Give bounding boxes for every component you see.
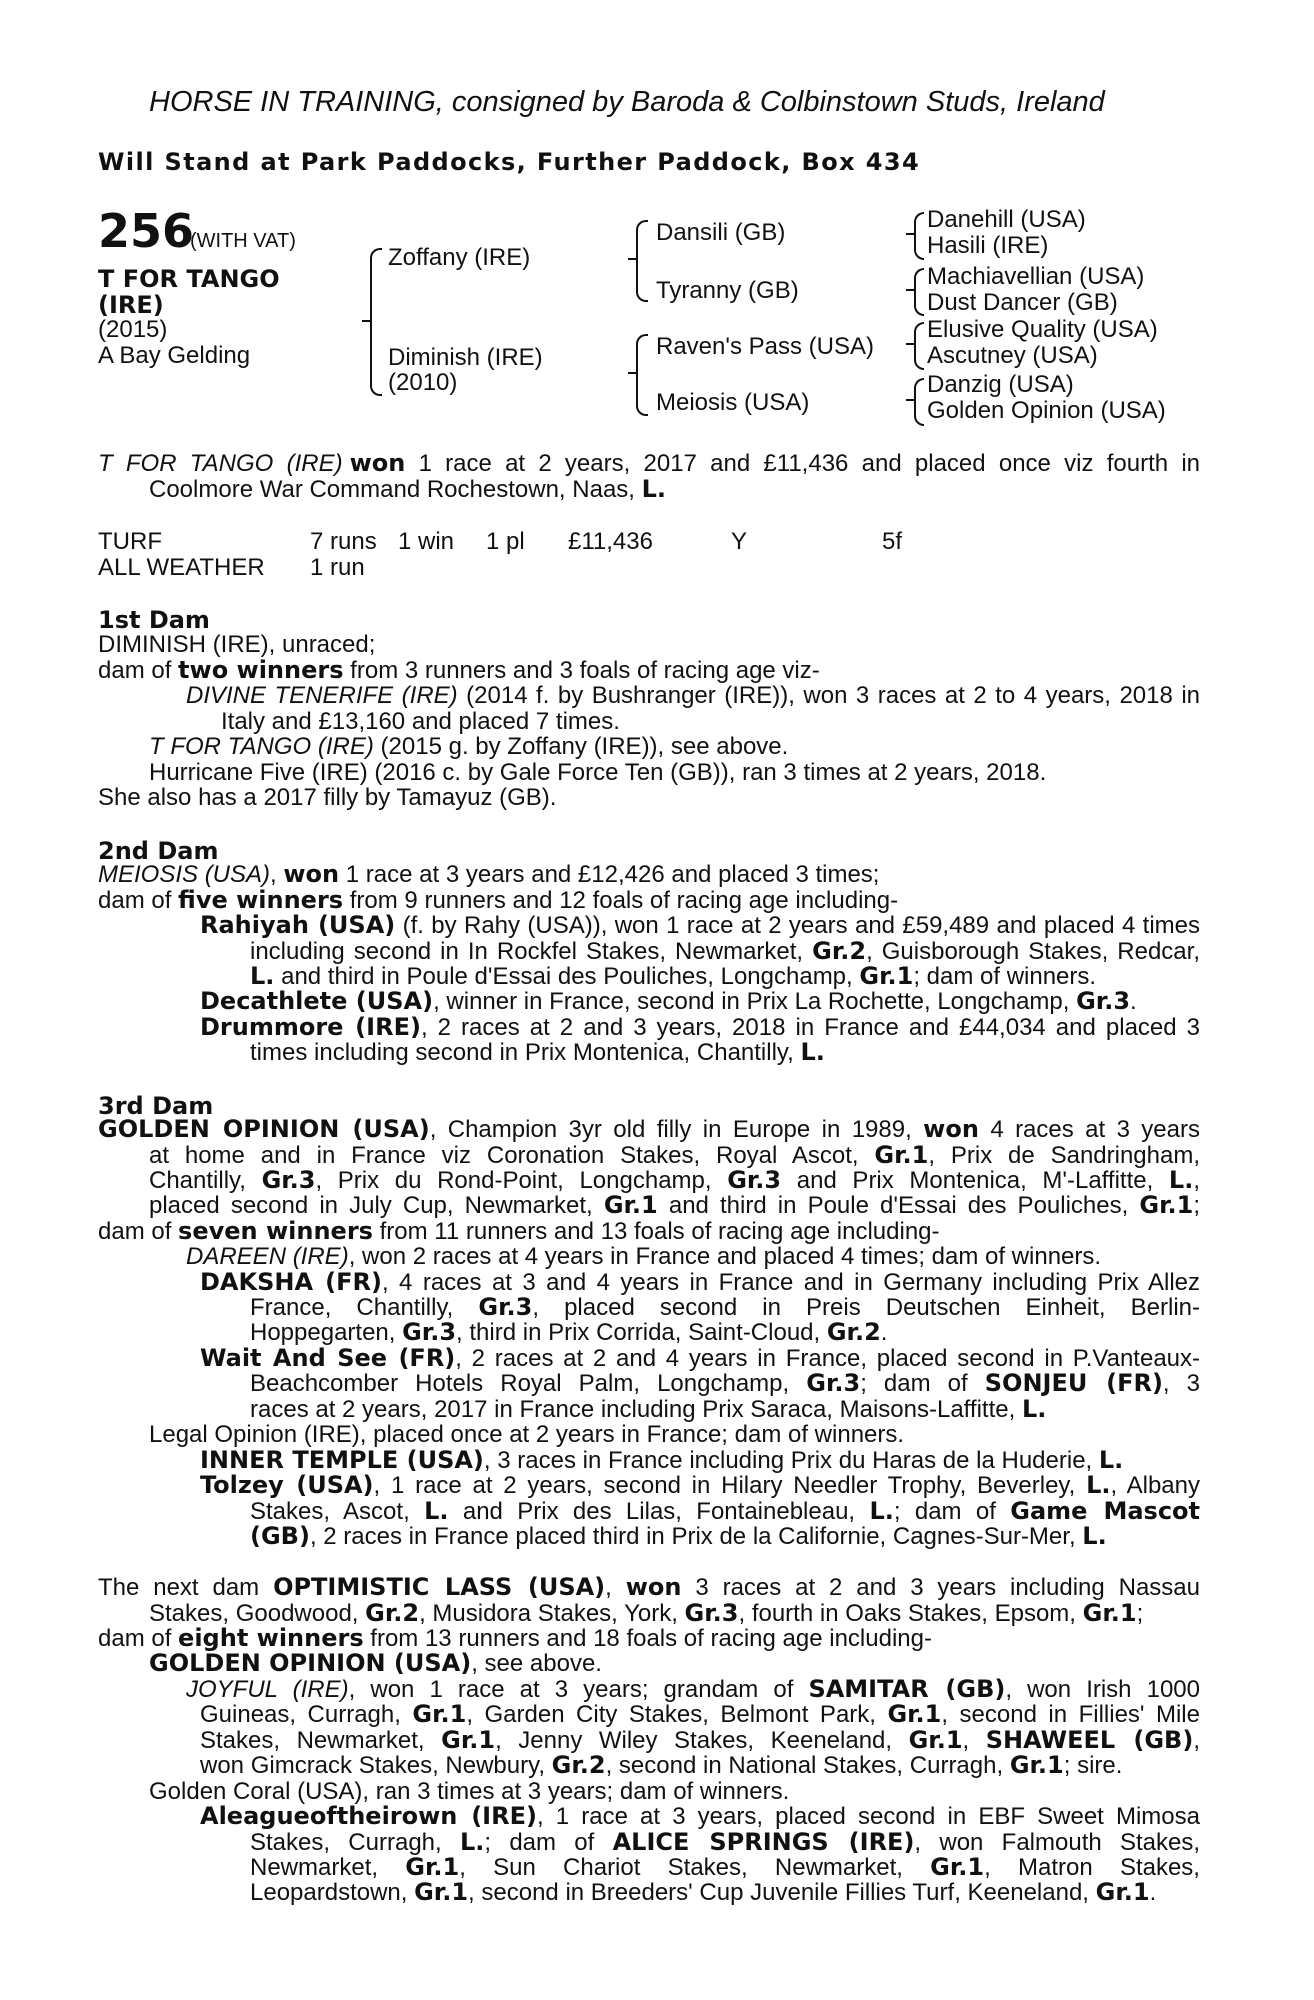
- text: , won 2 races at 4 years in France and placed 4 times; dam of winners.: [348, 1243, 1102, 1270]
- produce-name: Wait And See (FR): [200, 1344, 456, 1372]
- grade-label: Gr.2: [365, 1599, 420, 1627]
- pedigree-brace-tip: [628, 372, 636, 374]
- pedigree-sire-dam: Tyranny (GB): [656, 277, 799, 304]
- pedigree-brace: [636, 334, 648, 416]
- listed-label: L.: [424, 1497, 449, 1525]
- next-dam-record: [149, 1601, 1143, 1627]
- grade-label: Gr.1: [1095, 1878, 1150, 1906]
- produce-golden-coral: Golden Coral (USA), ran 3 times at 3 years; dam of winners.: [149, 1778, 790, 1805]
- produce-name: SHAWEEL (GB): [985, 1726, 1194, 1754]
- produce-tolzey-cont: [250, 1524, 1107, 1550]
- text: Stakes, Goodwood,: [149, 1600, 366, 1627]
- text: at home and in France viz Coronation Stakes, Royal Ascot,: [149, 1142, 875, 1169]
- grade-label: Gr.1: [412, 1700, 467, 1728]
- lot-number: 256: [98, 204, 195, 258]
- race-summary-line-2: [149, 477, 666, 503]
- grade-label: Gr.1: [908, 1726, 963, 1754]
- produce-daksha-cont: [250, 1295, 1200, 1321]
- grade-label: Gr.3: [727, 1166, 782, 1194]
- produce-tolzey-cont: [250, 1499, 1200, 1525]
- second-dam-heading: 2nd Dam: [98, 837, 219, 865]
- text: ; sire.: [1063, 1752, 1123, 1779]
- grade-label: Gr.3: [684, 1599, 739, 1627]
- form-runs: 7 runs: [310, 528, 377, 555]
- text: dam of: [98, 887, 179, 914]
- grade-label: Gr.1: [874, 1141, 929, 1169]
- grade-label: Gr.1: [1009, 1751, 1064, 1779]
- won-label: won: [923, 1115, 979, 1143]
- won-label: won: [349, 449, 406, 477]
- produce-inner-temple: [200, 1448, 1123, 1474]
- second-dam-record: [98, 888, 898, 914]
- produce-legal-opinion: Legal Opinion (IRE), placed once at 2 years in France; dam of winners.: [149, 1421, 905, 1448]
- grade-label: Gr.3: [478, 1293, 533, 1321]
- summary-text: 1 race at 2 years, 2017 and £11,436 and placed once viz fourth in: [405, 450, 1200, 477]
- winners-count: seven winners: [178, 1217, 373, 1245]
- pedigree-g4: Dust Dancer (GB): [927, 289, 1118, 316]
- produce-name: T FOR TANGO (IRE): [149, 733, 374, 760]
- text: won Gimcrack Stakes, Newbury,: [200, 1752, 552, 1779]
- text: ,: [605, 1574, 626, 1601]
- grade-label: Gr.2: [551, 1751, 606, 1779]
- text: ; dam of: [484, 1829, 613, 1856]
- horse-foaled: (2015): [98, 316, 168, 343]
- pedigree-brace: [914, 322, 924, 370]
- text: , 2 races at 2 and 3 years, 2018 in France and £44,034 and placed 3: [420, 1014, 1200, 1041]
- produce-wait-and-see-cont: [250, 1371, 1200, 1397]
- produce-daksha: [200, 1270, 1200, 1296]
- text: Hoppegarten,: [250, 1319, 403, 1346]
- text: , Prix de Sandringham,: [928, 1142, 1201, 1169]
- pedigree-brace: [914, 378, 924, 426]
- dam-name: OPTIMISTIC LASS (USA): [273, 1573, 606, 1601]
- pedigree-g1: Danehill (USA): [927, 206, 1086, 233]
- text: , Jenny Wiley Stakes, Keeneland,: [495, 1727, 909, 1754]
- stand-location: Will Stand at Park Paddocks, Further Paddock, Box 434: [98, 148, 921, 176]
- pedigree-g2: Hasili (IRE): [927, 232, 1049, 259]
- race-summary-line-1: [98, 451, 1200, 477]
- text: Stakes, Newmarket,: [200, 1727, 442, 1754]
- winners-count: two winners: [178, 656, 344, 684]
- listed-label: L.: [800, 1038, 825, 1066]
- pedigree-brace-tip: [628, 258, 636, 260]
- won-label: won: [283, 860, 340, 888]
- form-surface-turf: TURF: [98, 528, 162, 555]
- produce-aleagueoftheirown: [200, 1804, 1200, 1830]
- produce-tolzey: [200, 1473, 1200, 1499]
- text: , Albany: [1110, 1472, 1200, 1499]
- produce-dareen: [186, 1244, 1101, 1270]
- produce-aleagueoftheirown-cont: [250, 1880, 1156, 1906]
- won-label: won: [625, 1573, 682, 1601]
- form-surface-aw: ALL WEATHER: [98, 554, 265, 581]
- text: , Musidora Stakes, York,: [419, 1600, 685, 1627]
- text: times including second in Prix Montenica, Chantilly,: [250, 1039, 801, 1066]
- pedigree-brace: [636, 220, 648, 302]
- listed-label: L.: [459, 1828, 485, 1856]
- second-dam-name: MEIOSIS (USA), won 1 race at 3 years and £12,426 and placed 3 times;: [98, 860, 880, 888]
- text: 4 races at 3 years: [978, 1116, 1200, 1143]
- text: , won 1 race at 3 years; grandam of: [348, 1676, 809, 1703]
- text: , Champion 3yr old filly in Europe in 1989,: [429, 1116, 924, 1143]
- horse-description: A Bay Gelding: [98, 342, 251, 369]
- grade-label: Gr.1: [1082, 1599, 1137, 1627]
- pedigree-dam: Diminish (IRE): [388, 344, 543, 371]
- text: , Garden City Stakes, Belmont Park,: [466, 1701, 888, 1728]
- produce-aleagueoftheirown-cont: [250, 1830, 1200, 1856]
- produce-joyful-cont: [200, 1753, 1122, 1779]
- produce-daksha-cont: [250, 1320, 887, 1346]
- pedigree-brace-tip: [906, 289, 914, 291]
- produce-decathlete: [200, 989, 1137, 1015]
- pedigree-sire-sire: Dansili (GB): [656, 219, 786, 246]
- text: and Prix Montenica, M'-Laffitte,: [781, 1167, 1169, 1194]
- text: , placed second in Preis Deutschen Einheit, Berlin-: [532, 1294, 1200, 1321]
- produce-name: ALICE SPRINGS (IRE): [612, 1828, 915, 1856]
- grade-label: Gr.1: [1139, 1191, 1194, 1219]
- produce-drummore: [200, 1015, 1200, 1041]
- grade-label: Gr.1: [405, 1853, 460, 1881]
- consignment-heading: HORSE IN TRAINING, consigned by Baroda & Colbinstown Studs, Ireland: [149, 86, 1105, 118]
- grade-label: Gr.1: [441, 1726, 496, 1754]
- next-dam-name: [98, 1575, 1200, 1601]
- listed-label: L.: [1098, 1446, 1124, 1474]
- produce-name: Drummore (IRE): [200, 1013, 421, 1041]
- text: , 4 races at 3 and 4 years in France and in Germany including Prix Allez: [381, 1269, 1200, 1296]
- summary-text: Coolmore War Command Rochestown, Naas,: [149, 476, 642, 503]
- text: , second in Fillies' Mile: [941, 1701, 1200, 1728]
- pedigree-g6: Ascutney (USA): [927, 342, 1098, 369]
- text: , 1 race at 3 years, placed second in EBF Sweet Mimosa: [536, 1803, 1200, 1830]
- first-dam-heading: 1st Dam: [98, 606, 210, 634]
- text: from 9 runners and 12 foals of racing age including-: [343, 887, 899, 914]
- pedigree-brace-tip: [906, 343, 914, 345]
- text: , 2 races in France placed third in Prix de la Californie, Cagnes-Sur-Mer,: [309, 1523, 1083, 1550]
- produce-name: Rahiyah (USA): [200, 911, 396, 939]
- text: , second in National Stakes, Curragh,: [605, 1752, 1010, 1779]
- produce-name: SONJEU (FR): [984, 1369, 1163, 1397]
- pedigree-dam-dam: Meiosis (USA): [656, 389, 810, 416]
- winners-count: five winners: [178, 886, 344, 914]
- produce-name: Aleagueoftheirown (IRE): [200, 1802, 537, 1830]
- text: Chantilly,: [149, 1167, 262, 1194]
- text: and third in Poule d'Essai des Pouliches, Longchamp,: [274, 963, 860, 990]
- produce-name: SAMITAR (GB): [808, 1675, 1006, 1703]
- grade-label: Gr.1: [414, 1878, 469, 1906]
- text: .: [1149, 1879, 1157, 1906]
- text: , Matron Stakes,: [984, 1854, 1200, 1881]
- produce-aleagueoftheirown-cont: [250, 1855, 1200, 1881]
- produce-rahiyah-cont: [200, 939, 1200, 965]
- third-dam-record: [149, 1193, 1200, 1219]
- produce-name: DIVINE TENERIFE (IRE): [186, 682, 458, 709]
- text: and Prix des Lilas, Fontainebleau,: [448, 1498, 870, 1525]
- text: Guineas, Curragh,: [200, 1701, 413, 1728]
- listed-label: L.: [1082, 1522, 1107, 1550]
- vat-label: (WITH VAT): [190, 230, 296, 252]
- text: 1 race at 3 years and £12,426 and placed 3 times;: [339, 861, 880, 888]
- text: dam of: [98, 1625, 179, 1652]
- text: and third in Poule d'Essai des Pouliches,: [657, 1192, 1140, 1219]
- produce-wait-and-see-cont: [250, 1397, 1046, 1423]
- grade-label: Gr.1: [887, 1700, 942, 1728]
- third-dam-produce-record: [98, 1219, 940, 1245]
- produce-name: JOYFUL (IRE): [186, 1676, 349, 1703]
- grade-label: Gr.2: [812, 937, 867, 965]
- text: 3 races at 2 and 3 years including Nassau: [681, 1574, 1200, 1601]
- pedigree-brace-tip: [362, 320, 370, 322]
- first-dam-note: She also has a 2017 filly by Tamayuz (GB).: [98, 784, 557, 811]
- first-dam-record: [98, 658, 820, 684]
- pedigree-g5: Elusive Quality (USA): [927, 316, 1158, 343]
- first-dam-produce-1: [186, 683, 1200, 709]
- text: ,: [1193, 1727, 1200, 1754]
- text: from 3 runners and 3 foals of racing age viz-: [343, 657, 820, 684]
- horse-name-ref: T FOR TANGO (IRE): [98, 450, 343, 477]
- text: ,: [962, 1727, 986, 1754]
- dam-name: MEIOSIS (USA): [98, 861, 271, 888]
- text: , won Irish 1000: [1005, 1676, 1200, 1703]
- produce-joyful-cont: [200, 1702, 1200, 1728]
- horse-origin: (IRE): [98, 291, 164, 319]
- text: Leopardstown,: [250, 1879, 415, 1906]
- produce-rahiyah-cont: [250, 964, 1096, 990]
- first-dam-produce-1-cont: Italy and £13,160 and placed 7 times.: [221, 708, 620, 735]
- produce-name: INNER TEMPLE (USA): [200, 1446, 484, 1474]
- text: ;: [1193, 1192, 1201, 1219]
- produce-joyful-cont: [200, 1728, 1200, 1754]
- form-wins: 1 win: [398, 528, 455, 555]
- text: , 1 race at 2 years, second in Hilary Needler Trophy, Beverley,: [373, 1472, 1087, 1499]
- listed-label: L.: [869, 1497, 894, 1525]
- text: , fourth in Oaks Stakes, Epsom,: [738, 1600, 1083, 1627]
- grade-label: Gr.3: [402, 1318, 457, 1346]
- text: The next dam: [98, 1574, 274, 1601]
- text: Stakes, Ascot,: [250, 1498, 425, 1525]
- pedigree-dam-sire: Raven's Pass (USA): [656, 333, 874, 360]
- first-dam-produce-3: Hurricane Five (IRE) (2016 c. by Gale Force Ten (GB)), ran 3 times at 2 years, 2018.: [149, 759, 1047, 786]
- text: , second in Breeders' Cup Juvenile Fillies Turf, Keeneland,: [468, 1879, 1096, 1906]
- text: (2015 g. by Zoffany (IRE)), see above.: [373, 733, 789, 760]
- pedigree-brace: [914, 212, 924, 260]
- listed-label: L.: [250, 962, 275, 990]
- text: ,: [1193, 1167, 1200, 1194]
- text: Newmarket,: [250, 1854, 406, 1881]
- grade-label: Gr.3: [806, 1369, 861, 1397]
- produce-name: GOLDEN OPINION (USA): [149, 1649, 472, 1677]
- grade-label: Gr.3: [1076, 987, 1131, 1015]
- pedigree-brace: [370, 248, 382, 396]
- produce-name: Game Mascot: [1010, 1497, 1201, 1525]
- produce-name: (GB): [250, 1522, 310, 1550]
- text: ; dam of: [860, 1370, 985, 1397]
- text: .: [1130, 988, 1137, 1015]
- pedigree-brace: [914, 268, 924, 316]
- horse-name: T FOR TANGO: [98, 265, 280, 293]
- text: , winner in France, second in Prix La Rochette, Longchamp,: [433, 988, 1077, 1015]
- pedigree-g8: Golden Opinion (USA): [927, 397, 1166, 424]
- text: France, Chantilly,: [250, 1294, 479, 1321]
- text: including second in In Rockfel Stakes, Newmarket,: [250, 938, 813, 965]
- form-distance: 5f: [882, 528, 903, 555]
- next-dam-produce-record: [98, 1626, 932, 1652]
- third-dam-name: [98, 1117, 1200, 1143]
- pedigree-brace-tip: [906, 233, 914, 235]
- produce-name: Tolzey (USA): [200, 1471, 374, 1499]
- text: dam of: [98, 657, 179, 684]
- dam-name: GOLDEN OPINION (USA): [98, 1115, 430, 1143]
- produce-joyful: [186, 1677, 1200, 1703]
- grade-label: Gr.3: [261, 1166, 316, 1194]
- pedigree-dam-year: (2010): [388, 369, 458, 396]
- grade-label: Gr.1: [603, 1191, 658, 1219]
- text: , won Falmouth Stakes,: [914, 1829, 1201, 1856]
- text: from 11 runners and 13 foals of racing age including-: [372, 1218, 940, 1245]
- listed-label: L.: [1021, 1395, 1047, 1423]
- produce-name: DAKSHA (FR): [200, 1268, 382, 1296]
- first-dam-produce-2: [149, 734, 788, 760]
- produce-rahiyah: [200, 913, 1200, 939]
- text: , Sun Chariot Stakes, Newmarket,: [459, 1854, 931, 1881]
- form-going: Y: [731, 528, 748, 555]
- text: races at 2 years, 2017 in France including Prix Saraca, Maisons-Laffitte,: [250, 1396, 1022, 1423]
- text: , Prix du Rond-Point, Longchamp,: [315, 1167, 728, 1194]
- text: (2014 f. by Bushranger (IRE)), won 3 races at 2 to 4 years, 2018 in: [457, 682, 1201, 709]
- grade-label: Gr.1: [859, 962, 914, 990]
- text: dam of: [98, 1218, 179, 1245]
- form-placed: 1 pl: [486, 528, 525, 555]
- form-runs-aw: 1 run: [310, 554, 365, 581]
- listed-label: L.: [1168, 1166, 1194, 1194]
- text: , see above.: [471, 1650, 602, 1677]
- first-dam-name: DIMINISH (IRE), unraced;: [98, 631, 376, 658]
- text: , 3 races in France including Prix du Haras de la Huderie,: [483, 1447, 1099, 1474]
- text: , 2 races at 2 and 4 years in France, placed second in P.Vanteaux-: [455, 1345, 1201, 1372]
- pedigree-brace-tip: [906, 399, 914, 401]
- produce-name: Decathlete (USA): [200, 987, 434, 1015]
- winners-count: eight winners: [178, 1624, 364, 1652]
- text: ;: [1136, 1600, 1144, 1627]
- pedigree-g7: Danzig (USA): [927, 371, 1074, 398]
- third-dam-record: [149, 1143, 1200, 1169]
- pedigree-g3: Machiavellian (USA): [927, 263, 1145, 290]
- text: , Guisborough Stakes, Redcar,: [866, 938, 1200, 965]
- pedigree-sire: Zoffany (IRE): [388, 244, 531, 271]
- listed-label: L.: [1086, 1471, 1111, 1499]
- text: ; dam of winners.: [913, 963, 1097, 990]
- grade-label: Gr.1: [930, 1853, 985, 1881]
- produce-name: DAREEN (IRE): [186, 1243, 349, 1270]
- grade-label: Gr.2: [826, 1318, 881, 1346]
- text: .: [880, 1319, 888, 1346]
- text: , 3: [1162, 1370, 1201, 1397]
- text: (f. by Rahy (USA)), won 1 race at 2 years and £59,489 and placed 4 times: [395, 912, 1200, 939]
- produce-drummore-cont: [250, 1040, 825, 1066]
- text: , third in Prix Corrida, Saint-Cloud,: [456, 1319, 827, 1346]
- text: Beachcomber Hotels Royal Palm, Longchamp,: [250, 1370, 807, 1397]
- third-dam-record: [149, 1168, 1200, 1194]
- text: Stakes, Curragh,: [250, 1829, 460, 1856]
- listed-label: L.: [641, 475, 667, 503]
- produce-wait-and-see: [200, 1346, 1200, 1372]
- form-earnings: £11,436: [568, 528, 653, 555]
- produce-golden-opinion: [149, 1651, 602, 1677]
- text: ; dam of: [893, 1498, 1011, 1525]
- text: placed second in July Cup, Newmarket,: [149, 1192, 604, 1219]
- third-dam-heading: 3rd Dam: [98, 1092, 214, 1120]
- text: from 13 runners and 18 foals of racing age including-: [363, 1625, 932, 1652]
